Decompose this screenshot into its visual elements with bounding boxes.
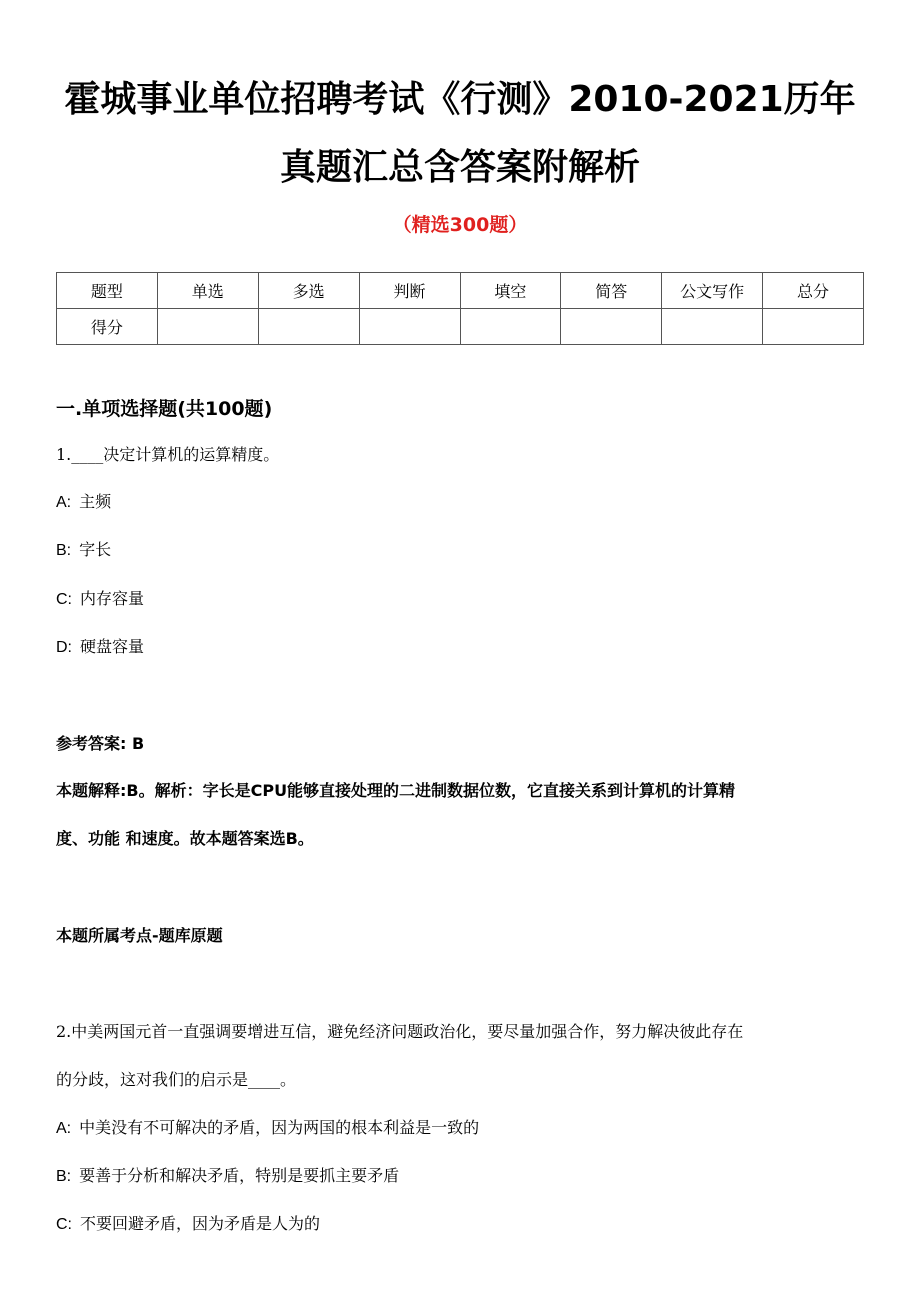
question-1-answer: 参考答案: B — [56, 734, 145, 753]
option-letter: A: — [56, 1120, 72, 1137]
score-cell — [561, 309, 662, 345]
option-letter: A: — [56, 494, 72, 511]
option-text: 硬盘容量 — [80, 637, 145, 656]
option-letter: B: — [56, 542, 72, 559]
score-header-cell: 多选 — [258, 273, 359, 309]
question-2-option-a — [56, 1116, 479, 1141]
score-header-cell: 简答 — [561, 273, 662, 309]
score-header-cell: 题型 — [57, 273, 158, 309]
score-header-cell: 判断 — [359, 273, 460, 309]
question-1-option-d — [56, 635, 144, 660]
score-header-cell: 总分 — [763, 273, 864, 309]
score-table-header-row — [57, 273, 864, 309]
score-cell — [763, 309, 864, 345]
question-1-option-a — [56, 490, 111, 515]
option-letter: C: — [56, 591, 72, 608]
option-text: 内存容量 — [80, 589, 145, 608]
option-text: 中美没有不可解决的矛盾，因为两国的根本利益是一致的 — [79, 1118, 480, 1137]
question-1-explanation-line-2: 度、功能 和速度。故本题答案选B。 — [56, 829, 314, 848]
score-cell — [157, 309, 258, 345]
score-cell — [258, 309, 359, 345]
question-1-explanation-line-1: 本题解释:B。解析：字长是CPU能够直接处理的二进制数据位数，它直接关系到计算机的计算精 — [56, 781, 736, 800]
document-title-line-1: 霍城事业单位招聘考试《行测》2010-2021历年 — [64, 79, 856, 120]
question-2-stem-line-1: 2.中美两国元首一直强调要增进互信，避免经济问题政治化，要尽量加强合作，努力解决彼此存在 — [56, 1022, 744, 1041]
score-header-cell: 公文写作 — [662, 273, 763, 309]
option-letter: C: — [56, 1216, 72, 1233]
score-header-cell: 填空 — [460, 273, 561, 309]
score-row-label: 得分 — [57, 309, 158, 345]
option-text: 不要回避矛盾，因为矛盾是人为的 — [80, 1214, 321, 1233]
question-1-topic: 本题所属考点-题库原题 — [56, 926, 223, 945]
question-2-option-c — [56, 1212, 320, 1237]
score-table — [56, 272, 864, 345]
score-cell — [662, 309, 763, 345]
question-1-option-c — [56, 587, 144, 612]
option-letter: D: — [56, 639, 72, 656]
option-text: 要善于分析和解决矛盾，特别是要抓主要矛盾 — [79, 1166, 400, 1185]
score-table-score-row — [57, 309, 864, 345]
document-title-line-2: 真题汇总含答案附解析 — [279, 147, 640, 188]
score-header-cell: 单选 — [157, 273, 258, 309]
question-2-option-b — [56, 1164, 399, 1189]
document-subtitle: （精选300题） — [392, 214, 528, 236]
question-2-stem-line-2: 的分歧，这对我们的启示是____。 — [56, 1070, 297, 1089]
section-title: 一.单项选择题(共100题) — [56, 398, 273, 420]
score-cell — [359, 309, 460, 345]
question-1-option-b — [56, 538, 111, 563]
option-text: 主频 — [79, 492, 112, 511]
option-text: 字长 — [79, 540, 112, 559]
score-cell — [460, 309, 561, 345]
question-1-stem: 1.____决定计算机的运算精度。 — [56, 445, 280, 464]
option-letter: B: — [56, 1168, 72, 1185]
